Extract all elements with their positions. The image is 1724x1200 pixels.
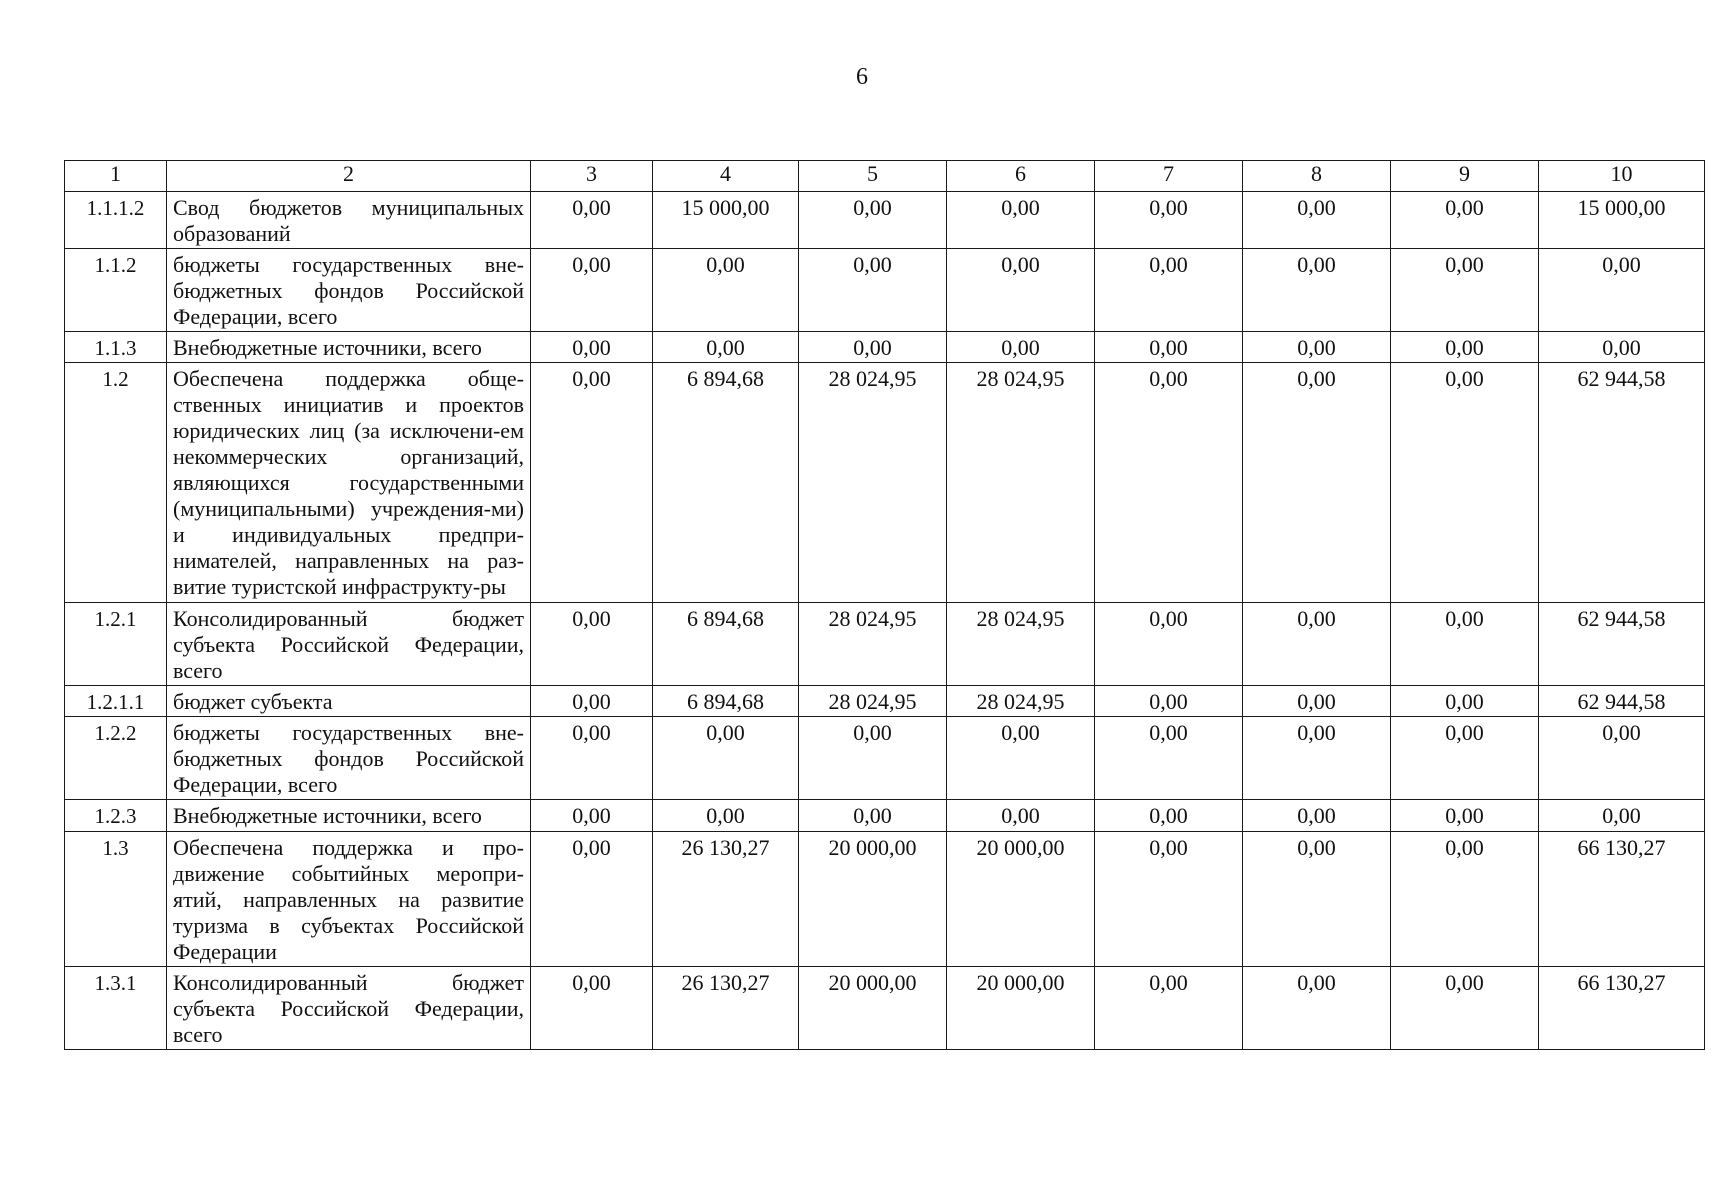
row-value: 28 024,95 xyxy=(947,363,1095,603)
budget-table xyxy=(64,160,1705,1050)
row-code: 1.3 xyxy=(65,832,167,967)
row-name: Внебюджетные источники, всего xyxy=(167,800,531,832)
row-value: 0,00 xyxy=(653,332,799,363)
row-value: 6 894,68 xyxy=(653,686,799,717)
row-value: 0,00 xyxy=(947,717,1095,800)
table-row xyxy=(65,800,1705,832)
row-value: 0,00 xyxy=(1243,332,1391,363)
row-value: 0,00 xyxy=(1539,332,1705,363)
row-value: 0,00 xyxy=(1095,192,1243,249)
row-value: 0,00 xyxy=(1391,686,1539,717)
column-header: 4 xyxy=(653,161,799,192)
table-row xyxy=(65,603,1705,686)
table-row xyxy=(65,249,1705,332)
column-header: 3 xyxy=(531,161,653,192)
row-value: 0,00 xyxy=(1243,832,1391,967)
row-value: 0,00 xyxy=(1539,800,1705,832)
table-row xyxy=(65,717,1705,800)
header-row xyxy=(65,161,1705,192)
row-value: 0,00 xyxy=(1095,686,1243,717)
row-value: 0,00 xyxy=(1243,800,1391,832)
row-value: 0,00 xyxy=(653,717,799,800)
row-value: 0,00 xyxy=(531,967,653,1050)
row-value: 20 000,00 xyxy=(799,967,947,1050)
row-name: Свод бюджетов муниципальных образований xyxy=(167,192,531,249)
row-value: 6 894,68 xyxy=(653,603,799,686)
row-value: 0,00 xyxy=(1391,717,1539,800)
table-row xyxy=(65,332,1705,363)
row-value: 0,00 xyxy=(1391,249,1539,332)
row-name: Обеспечена поддержка и про-движение событийных меропри-ятий, направленных на развитие туризма в субъектах Российской Федерации xyxy=(167,832,531,967)
row-value: 0,00 xyxy=(1391,192,1539,249)
column-header: 8 xyxy=(1243,161,1391,192)
row-value: 20 000,00 xyxy=(947,967,1095,1050)
row-value: 26 130,27 xyxy=(653,967,799,1050)
row-value: 28 024,95 xyxy=(799,686,947,717)
row-value: 0,00 xyxy=(1391,832,1539,967)
column-header: 7 xyxy=(1095,161,1243,192)
table-row xyxy=(65,192,1705,249)
row-value: 0,00 xyxy=(1243,249,1391,332)
row-value: 0,00 xyxy=(799,717,947,800)
row-value: 0,00 xyxy=(1095,967,1243,1050)
row-value: 0,00 xyxy=(947,332,1095,363)
budget-table-container xyxy=(64,160,1704,1050)
row-code: 1.2.3 xyxy=(65,800,167,832)
row-value: 0,00 xyxy=(1391,332,1539,363)
row-value: 20 000,00 xyxy=(947,832,1095,967)
row-value: 62 944,58 xyxy=(1539,686,1705,717)
row-value: 6 894,68 xyxy=(653,363,799,603)
row-value: 0,00 xyxy=(531,800,653,832)
row-value: 0,00 xyxy=(1391,603,1539,686)
row-value: 0,00 xyxy=(947,192,1095,249)
row-code: 1.1.1.2 xyxy=(65,192,167,249)
row-name: Консолидированный бюджет субъекта Российской Федерации, всего xyxy=(167,967,531,1050)
row-value: 0,00 xyxy=(799,332,947,363)
row-value: 0,00 xyxy=(1095,332,1243,363)
row-value: 0,00 xyxy=(1243,192,1391,249)
table-body xyxy=(65,192,1705,1050)
row-value: 66 130,27 xyxy=(1539,967,1705,1050)
row-value: 0,00 xyxy=(1391,363,1539,603)
row-value: 0,00 xyxy=(799,800,947,832)
table-row xyxy=(65,686,1705,717)
row-value: 0,00 xyxy=(947,800,1095,832)
row-value: 0,00 xyxy=(1243,686,1391,717)
page-number: 6 xyxy=(856,64,868,90)
row-value: 28 024,95 xyxy=(947,686,1095,717)
row-name: бюджеты государственных вне-бюджетных фондов Российской Федерации, всего xyxy=(167,249,531,332)
row-value: 0,00 xyxy=(1095,717,1243,800)
row-value: 28 024,95 xyxy=(799,363,947,603)
row-code: 1.1.2 xyxy=(65,249,167,332)
row-value: 0,00 xyxy=(653,800,799,832)
column-header: 2 xyxy=(167,161,531,192)
column-header: 10 xyxy=(1539,161,1705,192)
row-value: 0,00 xyxy=(1539,249,1705,332)
row-value: 0,00 xyxy=(531,686,653,717)
row-value: 0,00 xyxy=(1391,967,1539,1050)
row-value: 62 944,58 xyxy=(1539,603,1705,686)
row-name: бюджеты государственных вне-бюджетных фондов Российской Федерации, всего xyxy=(167,717,531,800)
row-value: 28 024,95 xyxy=(799,603,947,686)
row-value: 0,00 xyxy=(1243,967,1391,1050)
row-value: 0,00 xyxy=(1095,603,1243,686)
row-value: 0,00 xyxy=(799,249,947,332)
row-value: 0,00 xyxy=(531,717,653,800)
row-name: Обеспечена поддержка обще-ственных инициатив и проектов юридических лиц (за исключени-ем некоммерческих организаций, являющихся государственными (муниципальными) учреждения-ми) и индивидуальных предпри-нимателей, направленных на раз-витие туристской инфраструкту-ры xyxy=(167,363,531,603)
row-value: 0,00 xyxy=(1391,800,1539,832)
row-value: 0,00 xyxy=(531,192,653,249)
row-value: 0,00 xyxy=(531,603,653,686)
column-header: 6 xyxy=(947,161,1095,192)
row-value: 15 000,00 xyxy=(653,192,799,249)
row-code: 1.3.1 xyxy=(65,967,167,1050)
column-header: 5 xyxy=(799,161,947,192)
row-value: 62 944,58 xyxy=(1539,363,1705,603)
row-value: 0,00 xyxy=(1243,603,1391,686)
column-header: 1 xyxy=(65,161,167,192)
row-value: 20 000,00 xyxy=(799,832,947,967)
row-code: 1.1.3 xyxy=(65,332,167,363)
row-value: 15 000,00 xyxy=(1539,192,1705,249)
row-value: 0,00 xyxy=(531,249,653,332)
row-name: Внебюджетные источники, всего xyxy=(167,332,531,363)
row-value: 0,00 xyxy=(947,249,1095,332)
row-value: 0,00 xyxy=(1095,363,1243,603)
row-code: 1.2.2 xyxy=(65,717,167,800)
table-row xyxy=(65,363,1705,603)
row-value: 0,00 xyxy=(1243,363,1391,603)
row-code: 1.2.1 xyxy=(65,603,167,686)
row-value: 28 024,95 xyxy=(947,603,1095,686)
row-value: 0,00 xyxy=(1095,249,1243,332)
row-value: 0,00 xyxy=(1539,717,1705,800)
row-value: 0,00 xyxy=(531,832,653,967)
row-value: 0,00 xyxy=(653,249,799,332)
table-row xyxy=(65,967,1705,1050)
row-value: 0,00 xyxy=(1095,800,1243,832)
row-code: 1.2.1.1 xyxy=(65,686,167,717)
column-header: 9 xyxy=(1391,161,1539,192)
row-value: 0,00 xyxy=(1095,832,1243,967)
row-value: 26 130,27 xyxy=(653,832,799,967)
row-value: 0,00 xyxy=(531,363,653,603)
row-name: бюджет субъекта xyxy=(167,686,531,717)
row-code: 1.2 xyxy=(65,363,167,603)
row-value: 0,00 xyxy=(1243,717,1391,800)
row-value: 0,00 xyxy=(531,332,653,363)
row-name: Консолидированный бюджет субъекта Российской Федерации, всего xyxy=(167,603,531,686)
row-value: 0,00 xyxy=(799,192,947,249)
table-row xyxy=(65,832,1705,967)
row-value: 66 130,27 xyxy=(1539,832,1705,967)
